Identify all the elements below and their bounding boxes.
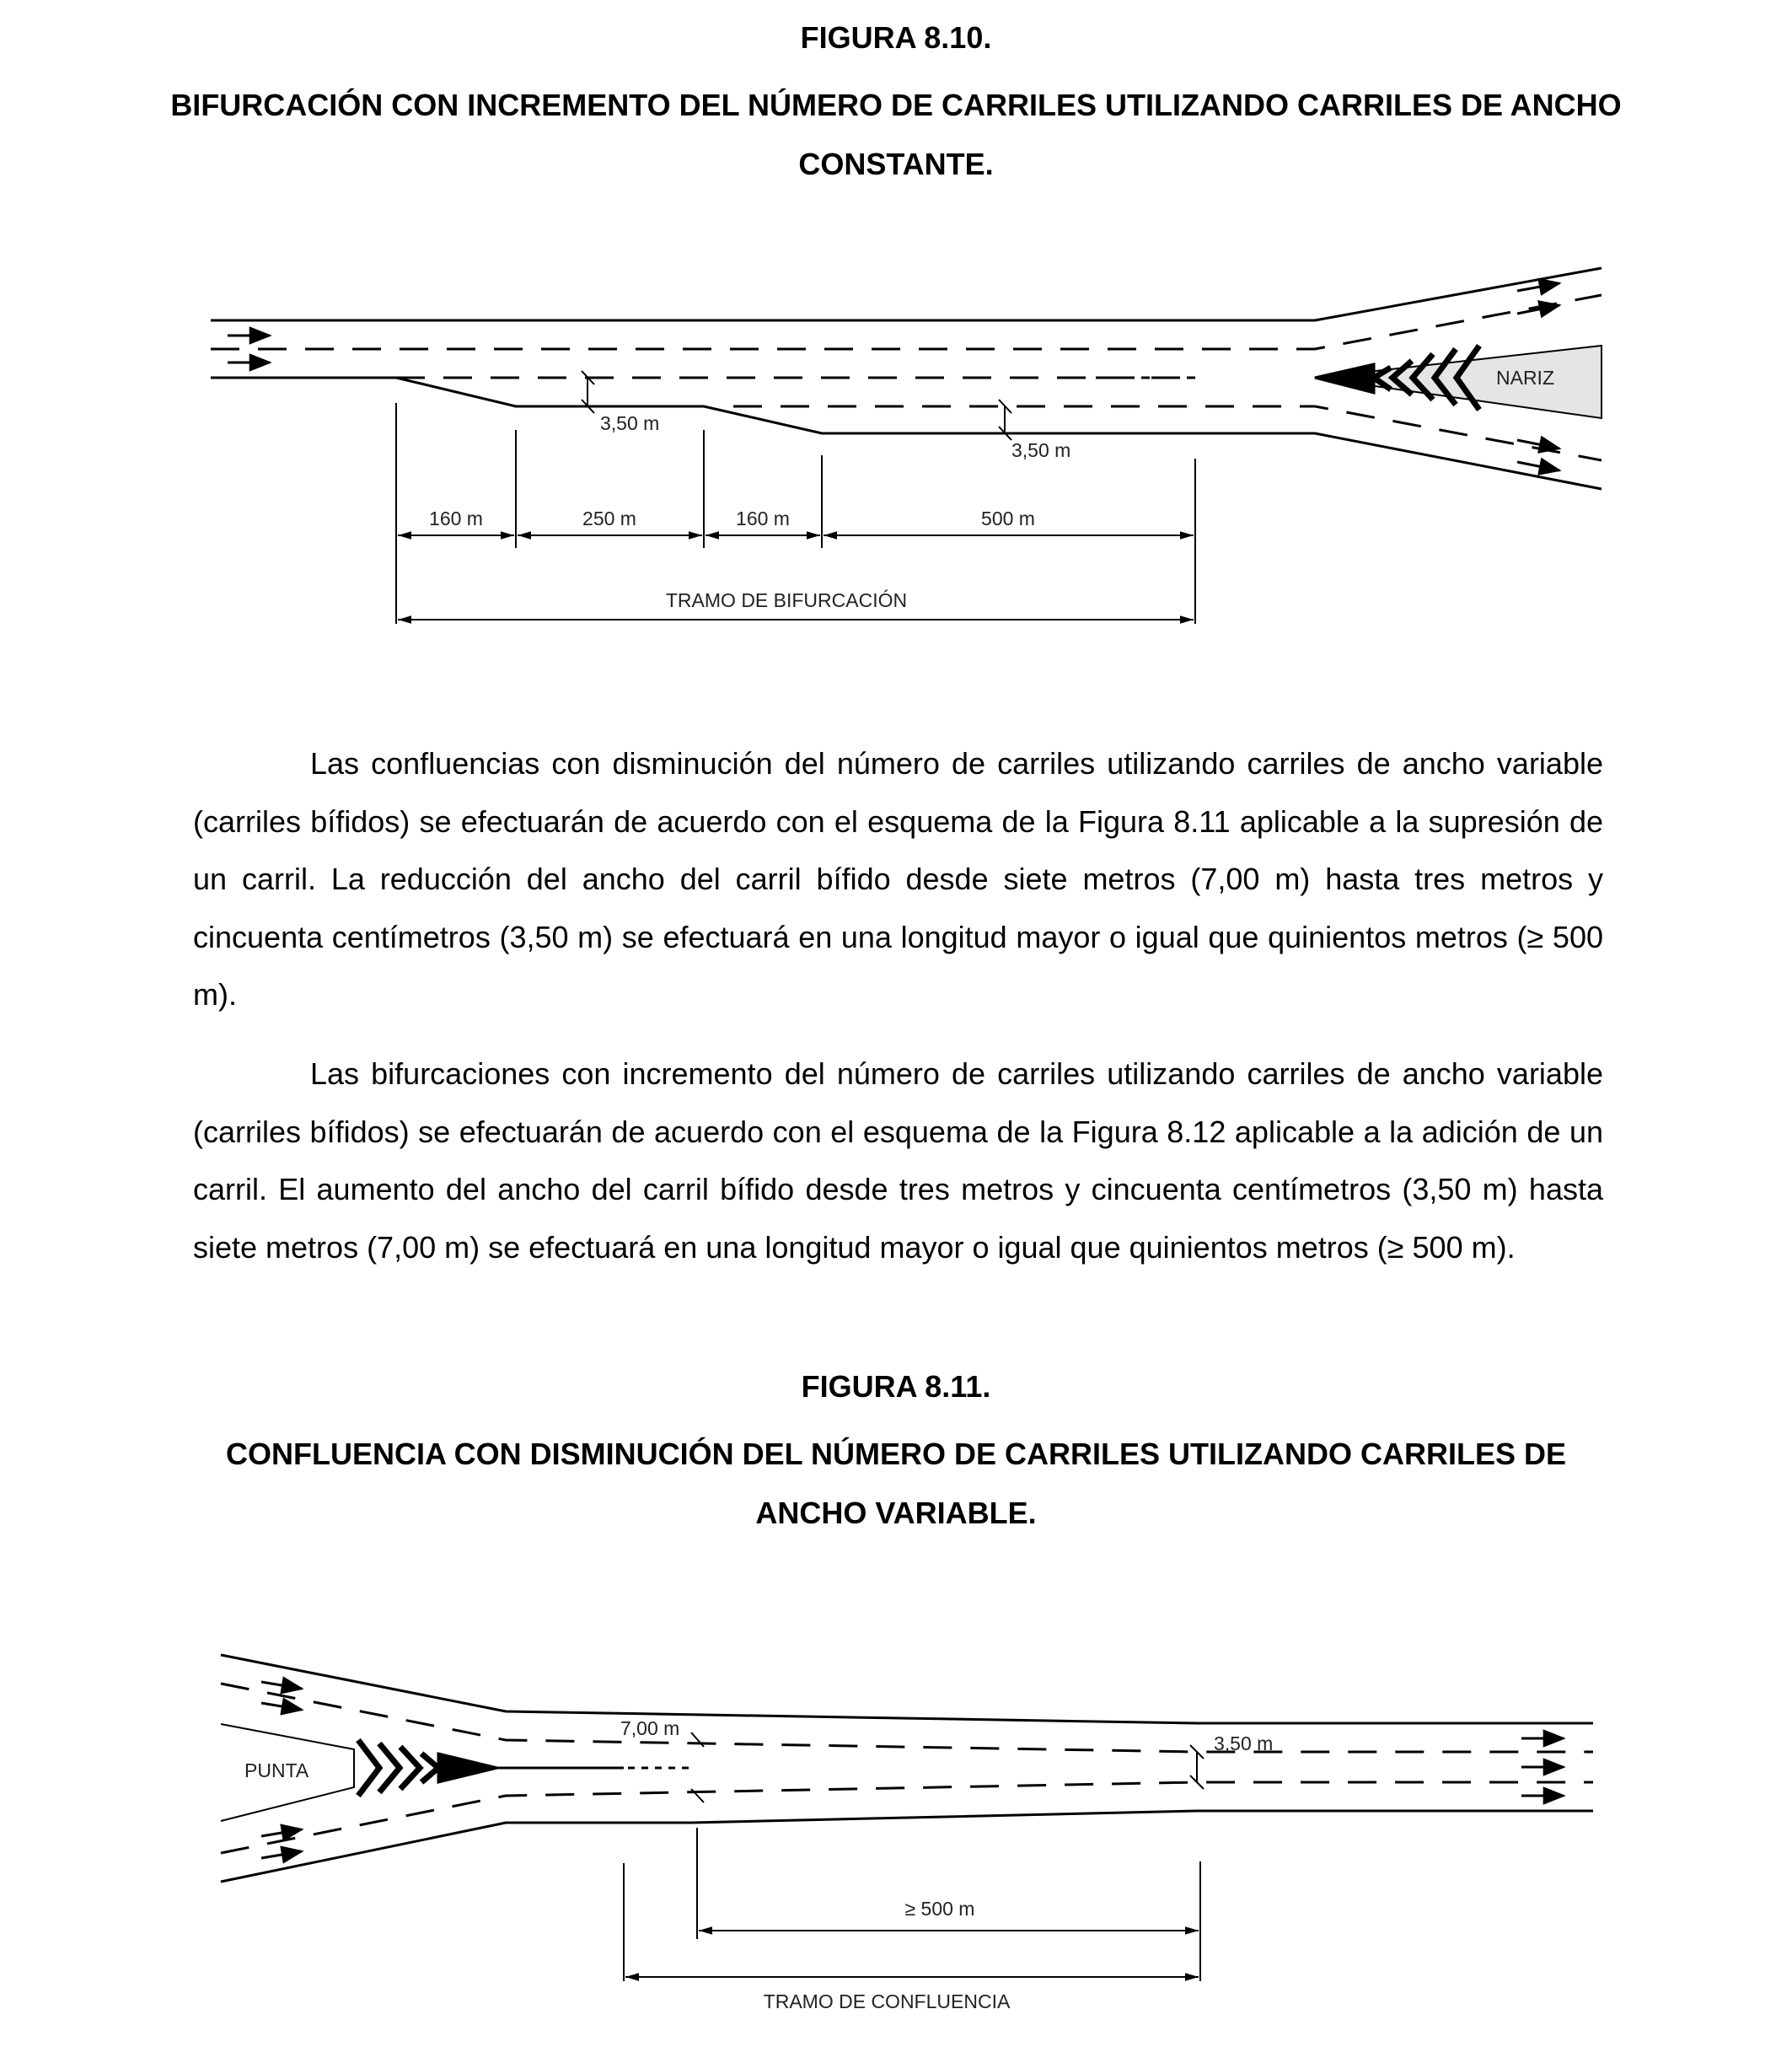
section-label: TRAMO DE BIFURCACIÓN: [665, 589, 908, 611]
figure-8-10-title: BIFURCACIÓN CON INCREMENTO DEL NÚMERO DE CARRILES UTILIZANDO CARRILES DE ANCHO CONSTANTE.: [170, 88, 1622, 181]
start-width-label: 7,00 m: [620, 1717, 680, 1739]
paragraph-1: Las confluencias con disminución del número de carriles utilizando carriles de ancho variable (carriles bífidos) se efectuarán de acuerdo con el esquema de la Figura 8.11 aplicable a la supresión de un carril. La reducción del ancho del carril bífido desde siete metros (7,00 m) hasta tres metros y cincuenta centímetros (3,50 m) se efectuará en una longitud mayor o igual que quinientos metros (≥ 500 m).: [193, 746, 1603, 1013]
traffic-arrow: [261, 1682, 302, 1689]
lane-width-label-1: 3,50 m: [600, 412, 660, 434]
traffic-arrow: [261, 1829, 302, 1836]
traffic-arrow: [261, 1851, 302, 1858]
segment-label-3: 160 m: [736, 508, 790, 529]
traffic-arrow: [261, 1703, 302, 1710]
tip-chevron-point: [438, 1754, 497, 1782]
section-label: TRAMO DE CONFLUENCIA: [763, 1990, 1011, 2012]
paragraph-2: Las bifurcaciones con incremento del número de carriles utilizando carriles de ancho variable (carriles bífidos) se efectuarán de acuerdo con el esquema de la Figura 8.12 aplicable a la adición de un carril. El aumento del ancho del carril bífido desde tres metros y cincuenta centímetros (3,50 m) hasta siete metros (7,00 m) se efectuará en una longitud mayor o igual que quinientos metros (≥ 500 m).: [193, 1056, 1603, 1265]
segment-label-1: 160 m: [429, 508, 483, 529]
tip-label: PUNTA: [244, 1759, 309, 1781]
segment-label-2: 250 m: [582, 508, 636, 529]
nose-label: NARIZ: [1496, 367, 1554, 389]
figure-8-11-label: FIGURA 8.11.: [801, 1369, 991, 1404]
length-label: ≥ 500 m: [904, 1898, 975, 1920]
tip-chevrons: [358, 1740, 438, 1796]
lane-width-label-2: 3,50 m: [1011, 439, 1071, 461]
road-top-edge: [221, 1655, 1593, 1723]
end-width-label: 3,50 m: [1214, 1732, 1274, 1754]
road-bottom-edge: [221, 1811, 1593, 1882]
segment-label-4: 500 m: [981, 508, 1035, 529]
figure-8-10-label: FIGURA 8.10.: [800, 20, 992, 55]
figure-8-11-title: CONFLUENCIA CON DISMINUCIÓN DEL NÚMERO DE CARRILES UTILIZANDO CARRILES DE ANCHO VARIABLE.: [225, 1437, 1566, 1530]
